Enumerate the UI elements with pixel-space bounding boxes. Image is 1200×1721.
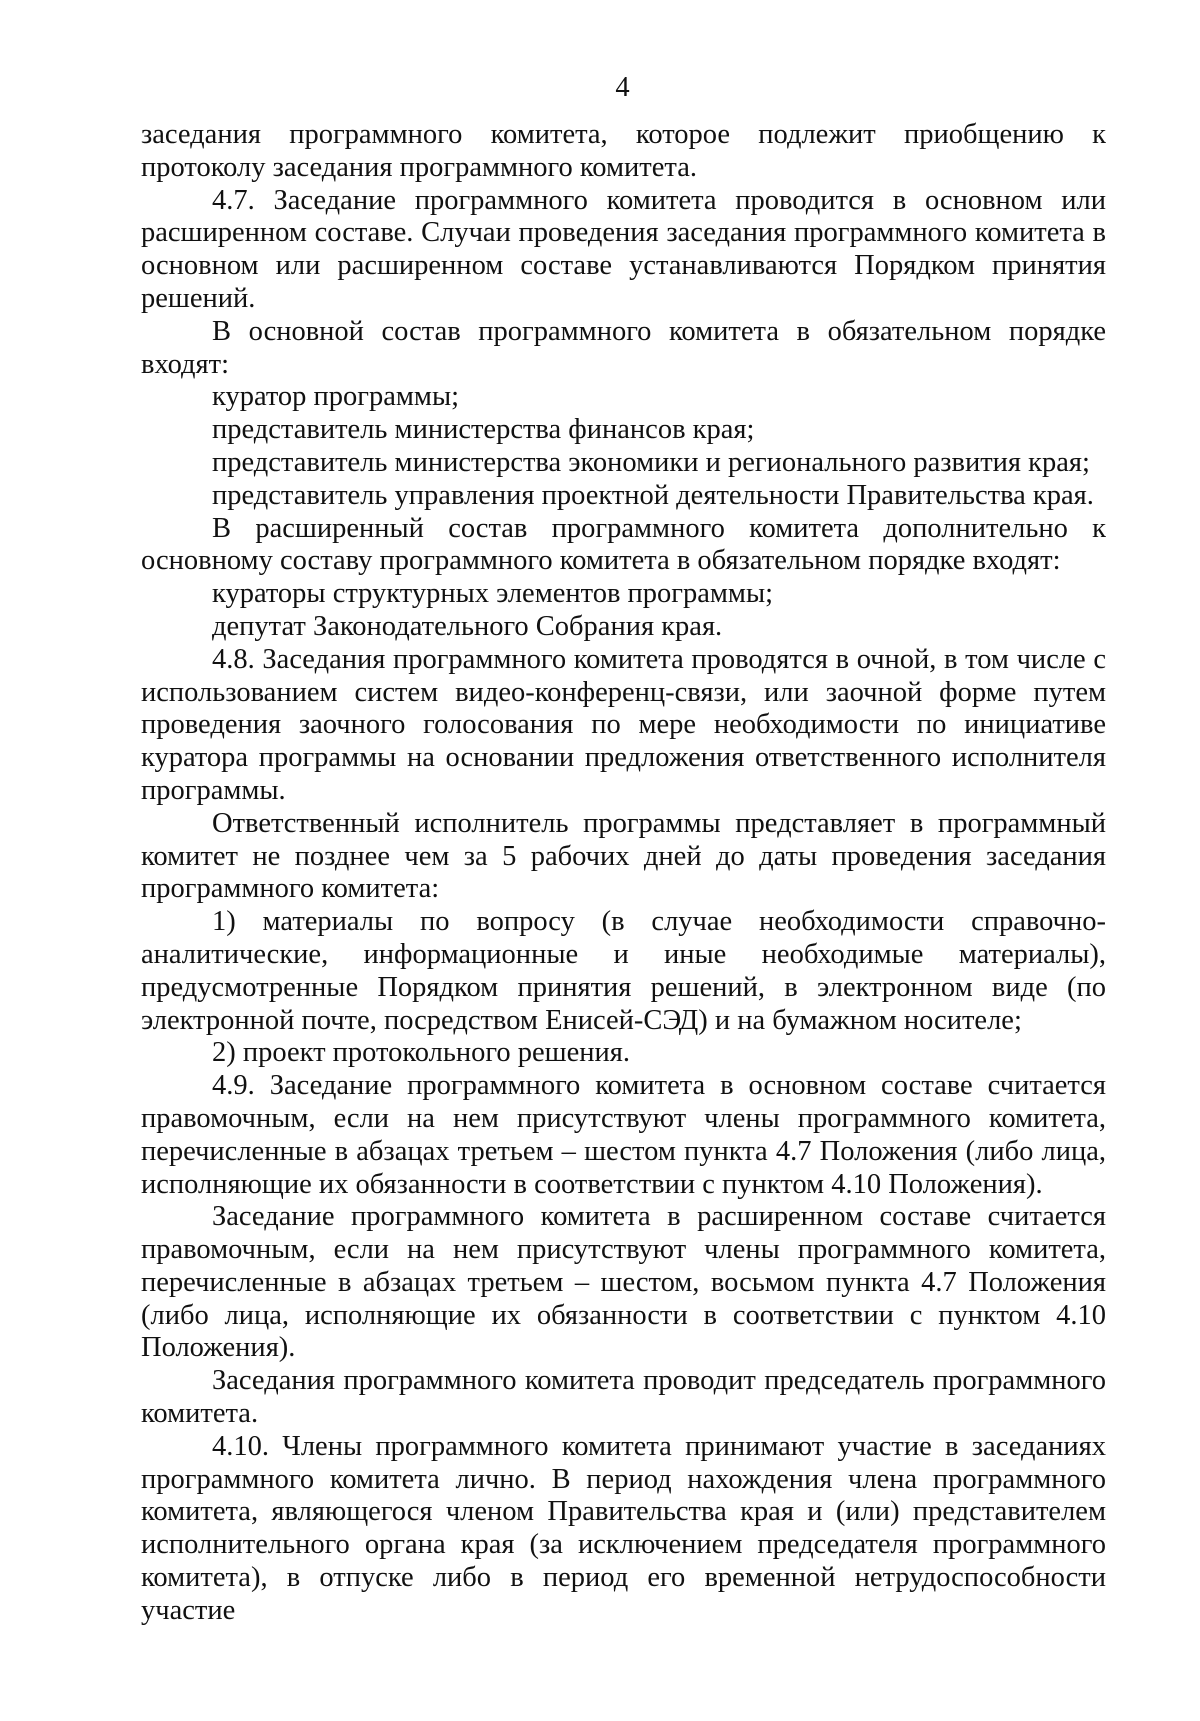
list-item: депутат Законодательного Собрания края. (212, 610, 723, 642)
document-body (141, 119, 1106, 1628)
list-item: кураторы структурных элементов программы; (212, 578, 774, 610)
list-item: представитель министерства экономики и регионального развития края; (212, 446, 1090, 478)
paragraph-4-8: 4.8. Заседания программного комитета проводятся в очной, в том числе с использованием систем видео-конференц-связи, или заочной форме путем проведения заочного голосования по мере необходимости по инициативе куратора программы на основании предложения ответственного исполнителя программы. (141, 643, 1106, 806)
paragraph-4-10: 4.10. Члены программного комитета принимают участие в заседаниях программного комитета лично. В период нахождения члена программного комитета, являющегося членом Правительства края и (или) представителем исполнительного органа края (за исключением председателя программного комитета), в отпуске либо в период его временной нетрудоспособности участие (141, 1430, 1106, 1626)
paragraph-extended-composition: В расширенный состав программного комитета дополнительно к основному составу программного комитета в обязательном порядке входят: (141, 512, 1106, 577)
list-item: куратор программы; (212, 381, 460, 413)
list-item: представитель управления проектной деятельности Правительства края. (212, 479, 1094, 511)
paragraph-main-composition: В основной состав программного комитета в обязательном порядке входят: (141, 315, 1106, 380)
paragraph-4-9: 4.9. Заседание программного комитета в основном составе считается правомочным, если на нем присутствуют члены программного комитета, перечисленные в абзацах третьем – шестом пункта 4.7 Положения (либо лица, исполняющие их обязанности в соответствии с пунктом 4.10 Положения). (141, 1070, 1106, 1200)
paragraph-4-7: 4.7. Заседание программного комитета проводится в основном или расширенном составе. Случаи проведения заседания программного комитета в основном или расширенном составе устанавливаются Порядком принятия решений. (141, 184, 1106, 314)
paragraph-item-1: 1) материалы по вопросу (в случае необходимости справочно-аналитические, информационные и иные необходимые материалы), предусмотренные Порядком принятия решений, в электронном виде (по электронной почте, посредством Енисей-СЭД) и на бумажном носителе; (141, 906, 1106, 1036)
paragraph-chairman: Заседания программного комитета проводит председатель программного комитета. (141, 1365, 1106, 1430)
paragraph-extended-quorum: Заседание программного комитета в расширенном составе считается правомочным, если на нем присутствуют члены программного комитета, перечисленные в абзацах третьем – шестом, восьмом пункта 4.7 Положения (либо лица, исполняющие их обязанности в соответствии с пунктом 4.10 Положения). (141, 1201, 1106, 1364)
paragraph-responsible-executor: Ответственный исполнитель программы представляет в программный комитет не позднее чем за 5 рабочих дней до даты проведения заседания программного комитета: (141, 807, 1106, 905)
paragraph-continuation: заседания программного комитета, которое подлежит приобщению к протоколу заседания программного комитета. (141, 119, 1106, 183)
list-item: представитель министерства финансов края; (212, 414, 755, 446)
paragraph-item-2: 2) проект протокольного решения. (212, 1037, 630, 1069)
page-number: 4 (615, 72, 630, 103)
